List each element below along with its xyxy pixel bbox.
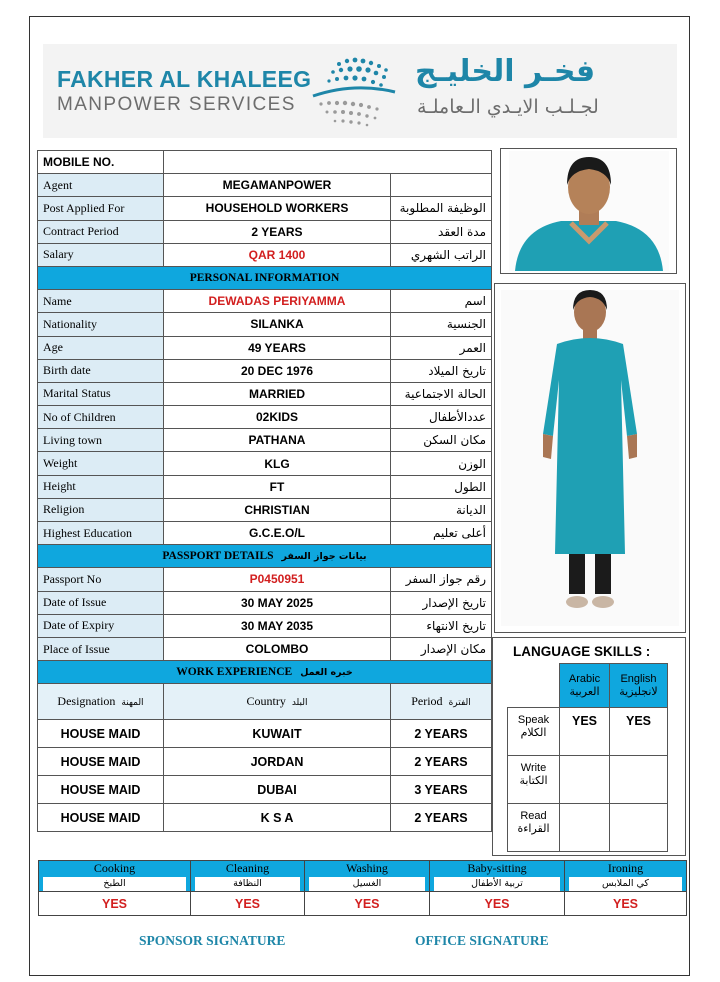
portrait-photo-image <box>501 149 676 273</box>
language-row-speak <box>508 708 668 756</box>
passport-row <box>38 591 492 614</box>
empty-corner-cell <box>508 664 560 708</box>
row-label-ar: الكلام <box>520 726 547 739</box>
skill-label: Baby-sitting <box>467 861 527 875</box>
skill-label-ar: كي الملابس <box>569 877 682 891</box>
field-label: Post Applied For <box>38 197 164 220</box>
field-label-ar: الوظيفة المطلوبة <box>391 197 492 220</box>
field-value: 49 YEARS <box>164 336 391 359</box>
work-row <box>38 748 492 776</box>
personal-row <box>38 429 492 452</box>
country-cell: JORDAN <box>164 748 391 776</box>
work-row <box>38 720 492 748</box>
skill-washing-header <box>305 861 430 892</box>
field-label: Height <box>38 475 164 498</box>
field-value: HOUSEHOLD WORKERS <box>164 197 391 220</box>
row-label <box>508 756 560 804</box>
designation-cell: HOUSE MAID <box>38 804 164 832</box>
field-label-ar: رقم جواز السفر <box>391 568 492 591</box>
designation-header <box>38 684 164 720</box>
field-label-ar: تاريخ الانتهاء <box>391 614 492 637</box>
cv-table <box>37 150 492 832</box>
field-value: MARRIED <box>164 382 391 405</box>
mobile-value <box>164 151 492 174</box>
country-header <box>164 684 391 720</box>
company-tagline-en: MANPOWER SERVICES <box>57 94 296 115</box>
field-label: Age <box>38 336 164 359</box>
sponsor-signature-label: SPONSOR SIGNATURE <box>139 933 286 948</box>
field-label-ar: الراتب الشهري <box>391 243 492 266</box>
field-label-ar: مكان السكن <box>391 429 492 452</box>
row-label-en: Speak <box>517 714 550 726</box>
personal-row <box>38 382 492 405</box>
skill-label: Cleaning <box>225 861 270 875</box>
field-label: Place of Issue <box>38 637 164 660</box>
skill-washing-value: YES <box>305 892 430 916</box>
full-body-photo-image <box>495 284 685 632</box>
section-title-ar: بيانات جواز السفر <box>281 551 367 563</box>
designation-cell: HOUSE MAID <box>38 720 164 748</box>
section-title-ar: خبره العمل <box>300 667 353 679</box>
col-label: English <box>620 673 657 685</box>
personal-row <box>38 475 492 498</box>
field-label-ar: الجنسية <box>391 313 492 336</box>
section-title-en: PASSPORT DETAILS <box>162 550 274 563</box>
skill-label: Washing <box>346 861 388 875</box>
field-label-ar: مدة العقد <box>391 220 492 243</box>
personal-row <box>38 522 492 545</box>
contract-row <box>38 220 492 243</box>
field-value: FT <box>164 475 391 498</box>
row-label-ar: القراءة <box>517 822 550 835</box>
speak-english-cell: YES <box>610 708 668 756</box>
personal-row <box>38 336 492 359</box>
field-label: Date of Issue <box>38 591 164 614</box>
language-col-arabic <box>560 664 610 708</box>
work-header-row <box>38 684 492 720</box>
company-logo-icon <box>309 52 399 132</box>
mobile-row <box>38 151 492 174</box>
name-value: DEWADAS PERIYAMMA <box>164 290 391 313</box>
row-label <box>508 708 560 756</box>
work-row <box>38 804 492 832</box>
header-label-ar: البلد <box>291 698 308 709</box>
designation-cell: HOUSE MAID <box>38 776 164 804</box>
full-body-photo <box>494 283 686 633</box>
field-label-ar: تاريخ الإصدار <box>391 591 492 614</box>
section-title <box>38 661 492 684</box>
row-label-en: Write <box>520 762 547 774</box>
field-value: 20 DEC 1976 <box>164 359 391 382</box>
personal-row <box>38 290 492 313</box>
field-label-ar: اسم <box>391 290 492 313</box>
language-skills-box <box>492 637 686 856</box>
skills-value-row <box>39 892 687 916</box>
passport-number-value: P0450951 <box>164 568 391 591</box>
field-value: COLOMBO <box>164 637 391 660</box>
field-value: G.C.E.O/L <box>164 522 391 545</box>
row-label-ar: الكتابة <box>519 774 548 787</box>
field-value: KLG <box>164 452 391 475</box>
field-value: CHRISTIAN <box>164 498 391 521</box>
passport-section-header <box>38 545 492 568</box>
field-label: Contract Period <box>38 220 164 243</box>
field-value: 02KIDS <box>164 406 391 429</box>
company-name-ar: فخـر الخليـج <box>415 54 596 89</box>
header-label: Period <box>411 694 443 709</box>
personal-row <box>38 406 492 429</box>
field-label-ar: أعلى تعليم <box>391 522 492 545</box>
personal-row <box>38 498 492 521</box>
skill-cooking-header <box>39 861 191 892</box>
passport-row <box>38 637 492 660</box>
agent-row <box>38 174 492 197</box>
header-label: Designation <box>57 694 116 709</box>
skill-cleaning-value: YES <box>191 892 305 916</box>
mobile-label: MOBILE NO. <box>38 151 164 174</box>
company-name-en: FAKHER AL KHALEEG <box>57 66 312 92</box>
company-tagline-ar: لجـلـب الايـدي الـعاملـة <box>417 96 599 118</box>
col-label-ar: لانجليزية <box>619 685 658 698</box>
language-skills-title: LANGUAGE SKILLS : <box>513 644 651 659</box>
field-label-ar: عددالأطفال <box>391 406 492 429</box>
skill-cooking-value: YES <box>39 892 191 916</box>
field-value: 30 MAY 2025 <box>164 591 391 614</box>
header-label-ar: الفترة <box>448 698 471 709</box>
personal-row <box>38 452 492 475</box>
field-label-ar: مكان الإصدار <box>391 637 492 660</box>
read-english-cell <box>610 804 668 852</box>
field-label-ar: تاريخ الميلاد <box>391 359 492 382</box>
col-label: Arabic <box>568 673 601 685</box>
field-label: Birth date <box>38 359 164 382</box>
field-label-ar: الوزن <box>391 452 492 475</box>
skill-cleaning-header <box>191 861 305 892</box>
field-value: SILANKA <box>164 313 391 336</box>
skill-babysitting-header <box>430 861 565 892</box>
office-signature-label: OFFICE SIGNATURE <box>415 933 549 948</box>
period-header <box>391 684 492 720</box>
field-label: Nationality <box>38 313 164 336</box>
field-label: Marital Status <box>38 382 164 405</box>
field-label-ar: الحالة الاجتماعية <box>391 382 492 405</box>
field-label: Weight <box>38 452 164 475</box>
personal-section-header <box>38 266 492 289</box>
section-title-en: WORK EXPERIENCE <box>176 666 293 679</box>
salary-value: QAR 1400 <box>164 243 391 266</box>
field-value: 30 MAY 2035 <box>164 614 391 637</box>
country-cell: DUBAI <box>164 776 391 804</box>
field-value: PATHANA <box>164 429 391 452</box>
language-row-read <box>508 804 668 852</box>
section-title: PERSONAL INFORMATION <box>38 266 492 289</box>
skill-label: Cooking <box>93 861 136 875</box>
skills-table <box>38 860 687 916</box>
field-value: 2 YEARS <box>164 220 391 243</box>
skill-label: Ironing <box>607 861 644 875</box>
field-value: MEGAMANPOWER <box>164 174 391 197</box>
salary-row <box>38 243 492 266</box>
section-title <box>38 545 492 568</box>
row-label-en: Read <box>520 810 547 822</box>
field-label: Name <box>38 290 164 313</box>
header-label-ar: المهنة <box>121 698 144 709</box>
skill-label-ar: الطبخ <box>43 877 186 891</box>
skill-label-ar: النظافة <box>195 877 300 891</box>
language-row-write <box>508 756 668 804</box>
country-cell: KUWAIT <box>164 720 391 748</box>
country-cell: K S A <box>164 804 391 832</box>
skill-babysitting-value: YES <box>430 892 565 916</box>
skill-ironing-value: YES <box>565 892 687 916</box>
portrait-photo <box>500 148 677 274</box>
field-label: Agent <box>38 174 164 197</box>
field-label: Salary <box>38 243 164 266</box>
field-label-ar: الديانة <box>391 498 492 521</box>
field-label-ar: الطول <box>391 475 492 498</box>
language-col-english <box>610 664 668 708</box>
personal-row <box>38 313 492 336</box>
skill-label-ar: تربية الأطفال <box>434 877 560 891</box>
language-header-row <box>508 664 668 708</box>
speak-arabic-cell: YES <box>560 708 610 756</box>
col-label-ar: العربية <box>569 685 600 698</box>
period-cell: 2 YEARS <box>391 720 492 748</box>
field-label: No of Children <box>38 406 164 429</box>
read-arabic-cell <box>560 804 610 852</box>
field-label: Date of Expiry <box>38 614 164 637</box>
designation-cell: HOUSE MAID <box>38 748 164 776</box>
field-label: Religion <box>38 498 164 521</box>
write-english-cell <box>610 756 668 804</box>
field-label: Highest Education <box>38 522 164 545</box>
skills-header-row <box>39 861 687 892</box>
field-label-ar: العمر <box>391 336 492 359</box>
field-label-ar <box>391 174 492 197</box>
header-label: Country <box>246 694 286 709</box>
period-cell: 2 YEARS <box>391 748 492 776</box>
passport-row <box>38 614 492 637</box>
work-section-header <box>38 661 492 684</box>
work-row <box>38 776 492 804</box>
skill-ironing-header <box>565 861 687 892</box>
language-skills-table <box>507 663 668 852</box>
personal-row <box>38 359 492 382</box>
passport-row <box>38 568 492 591</box>
skill-label-ar: الغسيل <box>309 877 425 891</box>
company-header <box>43 44 677 138</box>
write-arabic-cell <box>560 756 610 804</box>
post-row <box>38 197 492 220</box>
field-label: Passport No <box>38 568 164 591</box>
row-label <box>508 804 560 852</box>
field-label: Living town <box>38 429 164 452</box>
period-cell: 3 YEARS <box>391 776 492 804</box>
period-cell: 2 YEARS <box>391 804 492 832</box>
